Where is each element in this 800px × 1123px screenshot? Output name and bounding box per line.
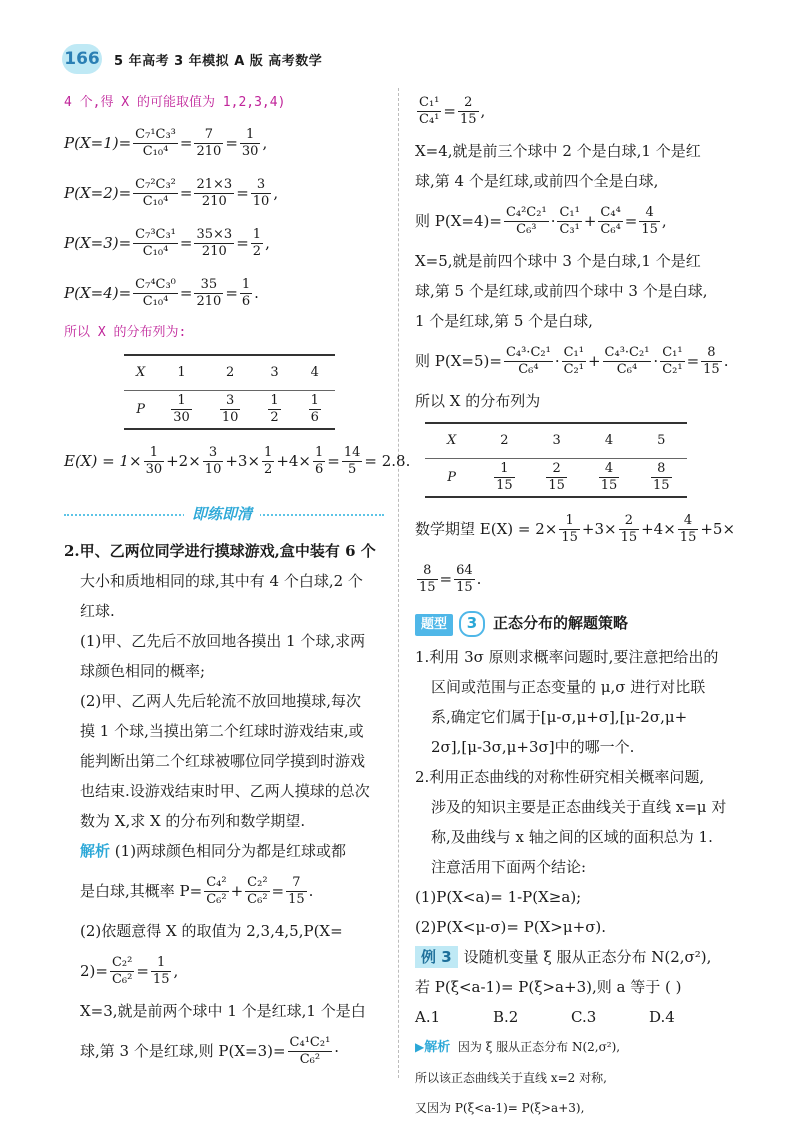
- question-2-line: 2.甲、乙两位同学进行摸球游戏,盒中装有 6 个: [64, 542, 376, 560]
- left-column: [64, 88, 411, 1076]
- prob-x3: P(X=3)= $\frac{\text{C₇³C₃¹}}{\text{C₁₀⁴}}$ = $\frac{35\times 3}{210}$ = $\frac{1}{2}$ ,: [64, 226, 270, 259]
- solution-line: X=5,就是前四个球中 3 个是白球,1 个是红: [415, 252, 701, 270]
- solution-line: 球,第 4 个是红球,或前四个全是白球,: [415, 172, 659, 190]
- prob-x1: P(X=1)= $\frac{\text{C₇¹C₃³}}{\text{C₁₀⁴}}$ = $\frac{7}{210}$ = $\frac{1}{30}$ ,: [64, 126, 268, 159]
- question-2-part-2: 数为 X,求 X 的分布列和数学期望.: [80, 812, 306, 830]
- column-divider: [398, 88, 399, 1078]
- jiexi-label: 解析: [80, 842, 111, 860]
- table-row: X 1 2 3 4: [124, 355, 335, 391]
- solution-line: 球,第 5 个是红球,或前四个球中 3 个是白球,: [415, 282, 708, 300]
- solution-line: (2)依题意得 X 的取值为 2,3,4,5,P(X=: [80, 922, 343, 940]
- strategy-line: 涉及的知识主要是正态曲线关于直线 x=μ 对: [431, 798, 727, 816]
- right-column: [415, 88, 735, 1123]
- strategy-line: 区间或范围与正态变量的 μ,σ 进行对比联: [431, 678, 706, 696]
- solution-line: 1 个是红球,第 5 个是白球,: [415, 312, 593, 330]
- topic-heading: [415, 608, 735, 638]
- expectation-1: E(X) = 1× $\frac{1}{30}$ +2× $\frac{3}{10}$ +3× $\frac{1}{2}$ +4× $\frac{1}{6}$ = $\frac{14}{5}$ = 2.8.: [64, 444, 411, 477]
- solution-line: X=3,就是前两个球中 1 个是红球,1 个是白: [80, 1002, 366, 1020]
- solution-line: $\frac{\text{C₁¹}}{\text{C₄¹}}$ = $\frac{2}{15}$ ,: [419, 94, 486, 127]
- dist-intro-2: 所以 X 的分布列为: [415, 392, 541, 410]
- topic-tag: 题型: [415, 614, 453, 636]
- example-label: 例 3: [415, 946, 458, 968]
- prob-x2: P(X=2)= $\frac{\text{C₇²C₃²}}{\text{C₁₀⁴}}$ = $\frac{21\times 3}{210}$ = $\frac{3}{10}$ ,: [64, 176, 279, 209]
- solution-line: 球,第 3 个是红球,则 P(X=3)= $\frac{\text{C₄¹C₂¹}}{\text{C₆²}}$ ·: [80, 1034, 340, 1067]
- strategy-line: 系,确定它们属于[μ-σ,μ+σ],[μ-2σ,μ+: [431, 708, 688, 726]
- question-2-line: 红球.: [80, 602, 115, 620]
- distribution-table-1: [124, 354, 335, 430]
- page-header: [62, 44, 322, 74]
- strategy-line: (2)P(X<μ-σ)= P(X>μ+σ).: [415, 918, 607, 936]
- solution-line: 解析 (1)两球颜色相同分为都是红球或都: [80, 842, 347, 860]
- question-2-part-2: 能判断出第二个红球被哪位同学摸到时游戏: [80, 752, 366, 770]
- question-2-line: 大小和质地相同的球,其中有 4 个白球,2 个: [80, 572, 363, 590]
- topic-title: 正态分布的解题策略: [493, 614, 629, 632]
- strategy-line: 2σ],[μ-3σ,μ+3σ]中的哪一个.: [431, 738, 635, 756]
- solution-line: 所以该正态曲线关于直线 x=2 对称,: [415, 1071, 607, 1085]
- dist-intro-1: 所以 X 的分布列为:: [64, 325, 187, 340]
- topic-number: 3: [459, 611, 485, 637]
- table-row: P $\frac{1}{15}$ $\frac{2}{15}$ $\frac{4}{15}$ $\frac{8}{15}$: [425, 459, 687, 498]
- question-2-part-2: (2)甲、乙两人先后轮流不放回地摸球,每次: [80, 692, 362, 710]
- solution-line: ▶解析 因为 ξ 服从正态分布 N(2,σ²),: [415, 1040, 621, 1055]
- example-3-line: 例 3 设随机变量 ξ 服从正态分布 N(2,σ²),: [415, 942, 735, 972]
- solution-line: 又因为 P(ξ<a-1)= P(ξ>a+3),: [415, 1101, 585, 1115]
- practice-banner: 即练即清: [64, 502, 384, 526]
- question-2-part-2: 也结束.设游戏结束时甲、乙两人摸球的总次: [80, 782, 370, 800]
- book-title: 5 年高考 3 年模拟 A 版 高考数学: [114, 53, 323, 69]
- strategy-line: 注意活用下面两个结论:: [431, 858, 587, 876]
- page-number: 166: [62, 44, 102, 74]
- solution-line: 是白球,其概率 P= $\frac{\text{C₄²}}{\text{C₆²}}$ + $\frac{\text{C₂²}}{\text{C₆²}}$ = $\frac{7}{15}$ .: [80, 874, 314, 907]
- solution-line: 则 P(X=4)= $\frac{\text{C₄²C₂¹}}{\text{C₆³}}$ · $\frac{\text{C₁¹}}{\text{C₃¹}}$ + $\frac{\text{C₄⁴}}{\text{C₆⁴}}$ = $\frac{4}{15}$ ,: [415, 204, 667, 237]
- question-2-part-1: 球颜色相同的概率;: [80, 662, 206, 680]
- distribution-table-2: [425, 422, 687, 498]
- strategy-line: (1)P(X<a)= 1-P(X≥a);: [415, 888, 582, 906]
- question-2-part-2: 摸 1 个球,当摸出第二个红球时游戏结束,或: [80, 722, 364, 740]
- strategy-line: 2.利用正态曲线的对称性研究相关概率问题,: [415, 768, 705, 786]
- expectation-2: 数学期望 E(X) = 2× $\frac{1}{15}$ +3× $\frac{2}{15}$ +4× $\frac{4}{15}$ +5×: [415, 512, 736, 545]
- prob-x4: P(X=4)= $\frac{\text{C₇⁴C₃⁰}}{\text{C₁₀⁴}}$ = $\frac{35}{210}$ = $\frac{1}{6}$ .: [64, 276, 259, 309]
- play-arrow-icon: ▶: [415, 1040, 425, 1054]
- strategy-line: 称,及曲线与 x 轴之间的区域的面积总为 1.: [431, 828, 713, 846]
- expectation-2-result: $\frac{8}{15}$ = $\frac{64}{15}$ .: [419, 562, 482, 595]
- question-2-part-1: (1)甲、乙先后不放回地各摸出 1 个球,求两: [80, 632, 366, 650]
- continued-text: 4 个,得 X 的可能取值为 1,2,3,4): [64, 95, 286, 110]
- table-row: X 2 3 4 5: [425, 423, 687, 459]
- solution-line: X=4,就是前三个球中 2 个是白球,1 个是红: [415, 142, 701, 160]
- solution-line: 则 P(X=5)= $\frac{\text{C₄³·C₂¹}}{\text{C₆⁴}}$ · $\frac{\text{C₁¹}}{\text{C₂¹}}$ + $\frac{\text{C₄³·C₂¹}}{\text{C₆⁴}}$ · $\frac{\text{C₁¹}}{\text{C₂¹}}$ = $\frac{8}{15}$ .: [415, 344, 729, 377]
- example-3-line: 若 P(ξ<a-1)= P(ξ>a+3),则 a 等于 ( ): [415, 978, 682, 996]
- solution-line: 2)= $\frac{\text{C₂²}}{\text{C₆²}}$ = $\frac{1}{15}$ ,: [80, 954, 179, 987]
- strategy-line: 1.利用 3σ 原则求概率问题时,要注意把给出的: [415, 648, 719, 666]
- table-row: P $\frac{1}{30}$ $\frac{3}{10}$ $\frac{1}{2}$ $\frac{1}{6}$: [124, 391, 335, 430]
- options-row: A.1 B.2 C.3 D.4: [415, 1008, 675, 1026]
